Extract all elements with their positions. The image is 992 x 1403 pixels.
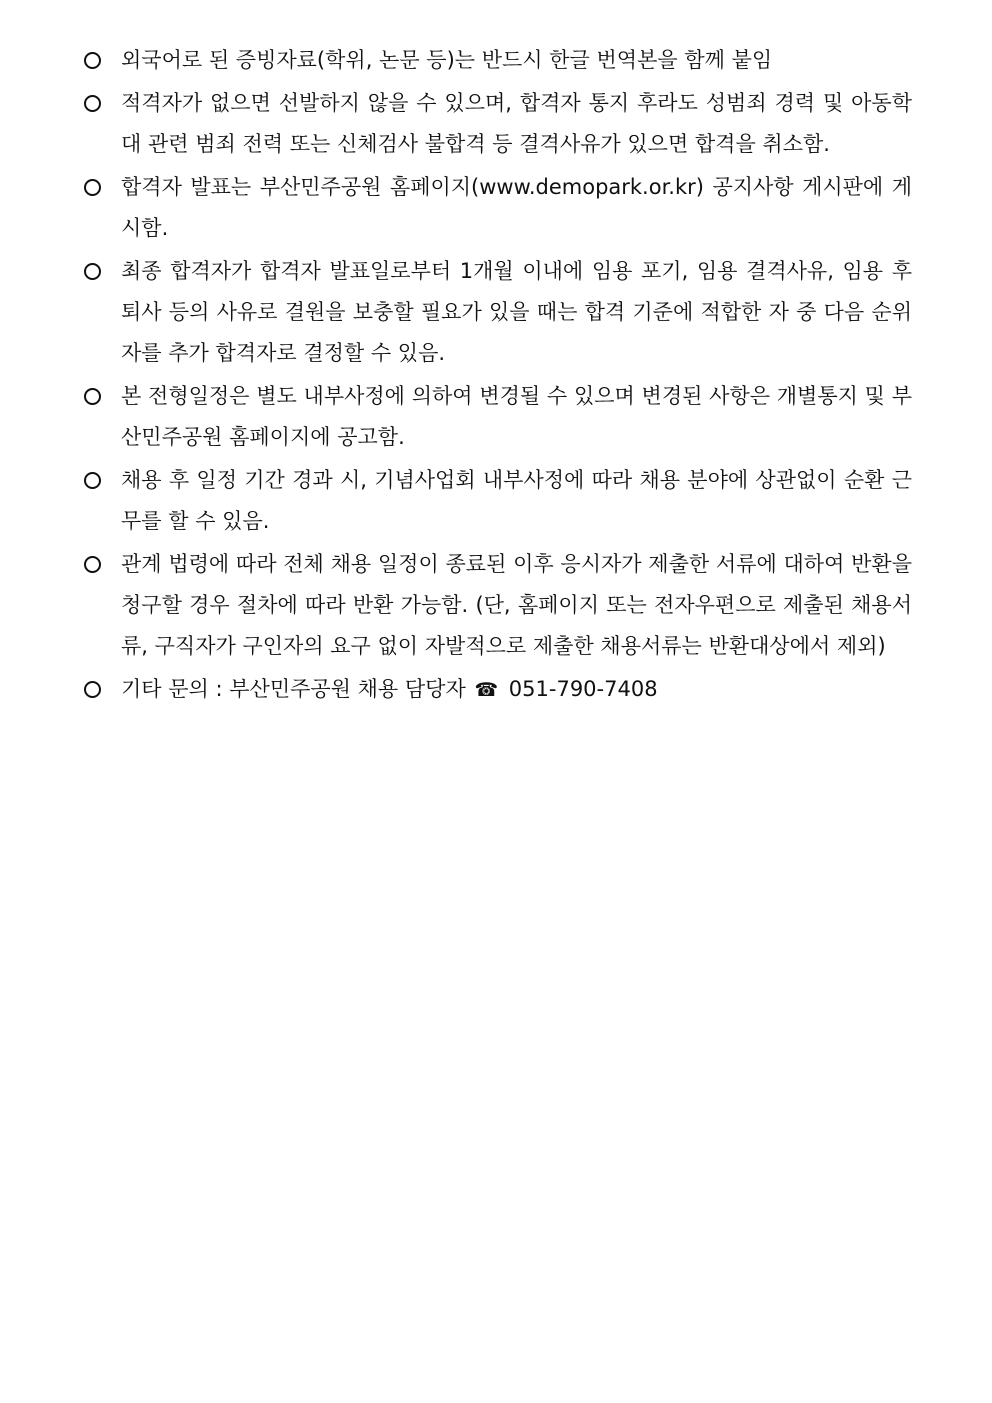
notice-text: 외국어로 된 증빙자료(학위, 논문 등)는 반드시 한글 번역본을 함께 붙임 xyxy=(121,48,773,72)
notice-item xyxy=(84,376,912,458)
phone-icon: ☎ xyxy=(474,679,499,701)
circle-bullet-icon xyxy=(84,167,108,208)
notice-item xyxy=(84,83,912,165)
notice-text: 채용 후 일정 기간 경과 시, 기념사업회 내부사정에 따라 채용 분야에 상관없이 순환 근무를 할 수 있음. xyxy=(121,468,912,533)
notice-list xyxy=(84,40,912,713)
circle-bullet-icon xyxy=(84,376,108,417)
contact-label: 기타 문의 : 부산민주공원 채용 담당자 xyxy=(121,677,466,701)
contact-phone: 051-790-7408 xyxy=(508,677,658,701)
circle-bullet-icon xyxy=(84,251,108,292)
notice-text: 본 전형일정은 별도 내부사정에 의하여 변경될 수 있으며 변경된 사항은 개별통지 및 부산민주공원 홈페이지에 공고함. xyxy=(121,384,912,449)
notice-text: 적격자가 없으면 선발하지 않을 수 있으며, 합격자 통지 후라도 성범죄 경력 및 아동학대 관련 범죄 전력 또는 신체검사 불합격 등 결격사유가 있으면 합격을 취소함. xyxy=(121,91,912,156)
notice-text: 합격자 발표는 부산민주공원 홈페이지(www.demopark.or.kr) 공지사항 게시판에 게시함. xyxy=(121,175,912,240)
notice-item xyxy=(84,544,912,667)
circle-bullet-icon xyxy=(84,460,108,501)
notice-text: 최종 합격자가 합격자 발표일로부터 1개월 이내에 임용 포기, 임용 결격사유, 임용 후 퇴사 등의 사유로 결원을 보충할 필요가 있을 때는 합격 기준에 적합한 자 중 다음 순위자를 추가 합격자로 결정할 수 있음. xyxy=(121,259,912,365)
contact-item xyxy=(84,669,912,711)
circle-bullet-icon xyxy=(84,669,108,710)
notice-item xyxy=(84,40,912,81)
notice-item xyxy=(84,251,912,374)
notice-text: 관계 법령에 따라 전체 채용 일정이 종료된 이후 응시자가 제출한 서류에 대하여 반환을 청구할 경우 절차에 따라 반환 가능함. (단, 홈페이지 또는 전자우편으로 제출된 채용서류, 구직자가 구인자의 요구 없이 자발적으로 제출한 채용서류는 반환대상에서 제외) xyxy=(121,552,912,658)
circle-bullet-icon xyxy=(84,83,108,124)
notice-item xyxy=(84,167,912,249)
circle-bullet-icon xyxy=(84,544,108,585)
circle-bullet-icon xyxy=(84,40,108,81)
notice-item xyxy=(84,460,912,542)
